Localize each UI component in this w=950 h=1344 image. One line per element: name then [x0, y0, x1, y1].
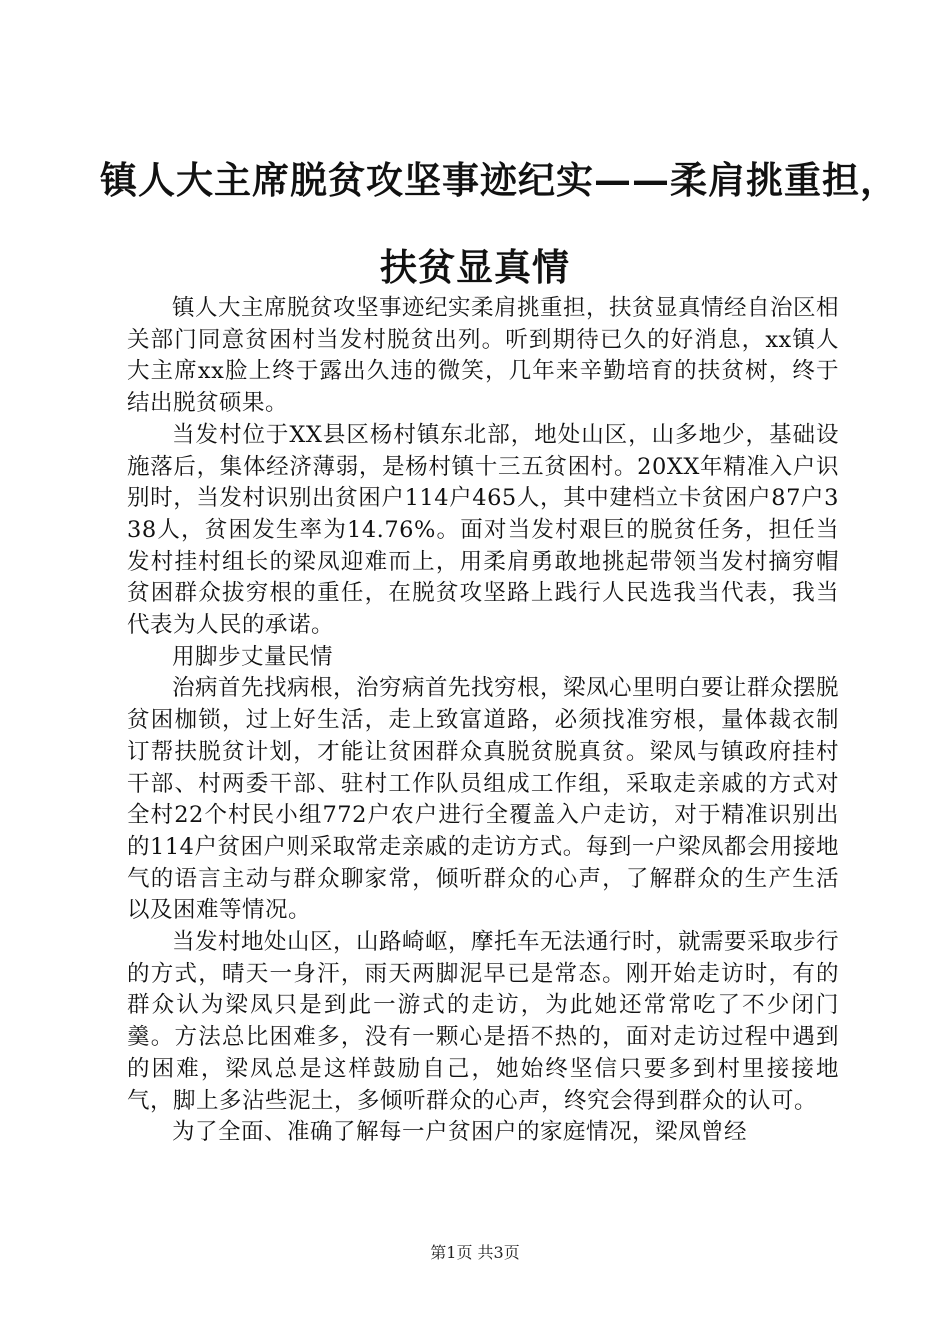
document-title-line-2: 扶贫显真情 [380, 245, 570, 289]
document-body [127, 293, 839, 1149]
document-title-line-1: 镇人大主席脱贫攻坚事迹纪实——柔肩挑重担， [100, 158, 898, 202]
paragraph: 治病首先找病根，治穷病首先找穷根，梁凤心里明白要让群众摆脱贫困枷锁，过上好生活，走上致富道路，必须找准穷根，量体裁衣制订帮扶脱贫计划，才能让贫困群众真脱贫脱真贫。梁凤与镇政府挂村干部、村两委干部、驻村工作队员组成工作组，采取走亲戚的方式对全村22个村民小组772户农户进行全覆盖入户走访，对于精准识别出的114户贫困户则采取常走亲戚的走访方式。每到一户梁凤都会用接地气的语言主动与群众聊家常，倾听群众的心声，了解群众的生产生活以及困难等情况。 [127, 675, 840, 924]
page-number-footer: 第1页 共3页 [430, 1243, 520, 1262]
paragraph: 当发村地处山区，山路崎岖，摩托车无法通行时，就需要采取步行的方式，晴天一身汗，雨天两脚泥早已是常态。刚开始走访时，有的群众认为梁凤只是到此一游式的走访，为此她还常常吃了不少闭门羹。方法总比困难多，没有一颗心是捂不热的，面对走访过程中遇到的困难，梁凤总是这样鼓励自己，她始终坚信只要多到村里接接地气，脚上多沾些泥土，多倾听群众的心声，终究会得到群众的认可。 [127, 929, 840, 1114]
paragraph: 当发村位于XX县区杨村镇东北部，地处山区，山多地少，基础设施落后，集体经济薄弱，是杨村镇十三五贫困村。20XX年精准入户识别时，当发村识别出贫困户114户465人，其中建档立卡贫困户87户338人，贫困发生率为14.76%。面对当发村艰巨的脱贫任务，担任当发村挂村组长的梁凤迎难而上，用柔肩勇敢地挑起带领当发村摘穷帽贫困群众拔穷根的重任，在脱贫攻坚路上践行人民选我当代表，我当代表为人民的承诺。 [127, 421, 839, 639]
paragraph: 镇人大主席脱贫攻坚事迹纪实柔肩挑重担，扶贫显真情经自治区相关部门同意贫困村当发村脱贫出列。听到期待已久的好消息，xx镇人大主席xx脸上终于露出久违的微笑，几年来辛勤培育的扶贫树，终于结出脱贫硕果。 [127, 295, 840, 417]
paragraph: 为了全面、准确了解每一户贫困户的家庭情况，梁凤曾经 [172, 1119, 748, 1146]
section-heading: 用脚步丈量民情 [172, 643, 334, 670]
